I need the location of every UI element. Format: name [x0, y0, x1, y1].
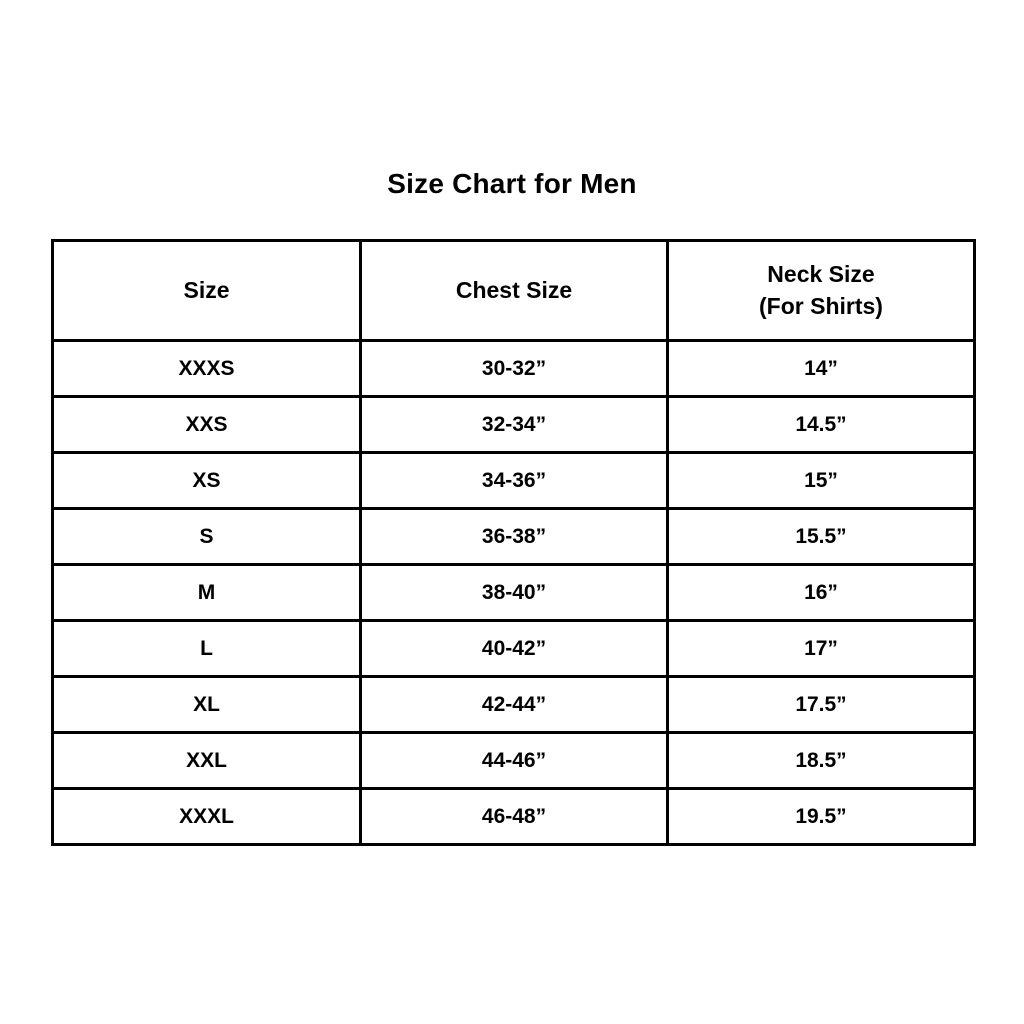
cell-chest-size: 36-38”	[361, 509, 668, 565]
column-header-neck-size-sublabel: (For Shirts)	[759, 292, 883, 319]
table-row	[53, 509, 975, 565]
cell-neck-size: 15”	[668, 453, 975, 509]
cell-neck-size: 18.5”	[668, 733, 975, 789]
size-chart-table	[51, 239, 976, 846]
table-header-row	[53, 241, 975, 341]
column-header-chest-size	[361, 241, 668, 341]
cell-neck-size: 14”	[668, 341, 975, 397]
column-header-neck-size	[668, 241, 975, 341]
cell-size: XL	[53, 677, 361, 733]
cell-neck-size: 14.5”	[668, 397, 975, 453]
cell-chest-size: 32-34”	[361, 397, 668, 453]
size-chart-table-wrapper	[51, 239, 973, 846]
table-row	[53, 341, 975, 397]
cell-chest-size: 38-40”	[361, 565, 668, 621]
table-header	[53, 241, 975, 341]
cell-size: S	[53, 509, 361, 565]
cell-size: XXXL	[53, 789, 361, 845]
cell-neck-size: 16”	[668, 565, 975, 621]
cell-size: L	[53, 621, 361, 677]
cell-size: XXS	[53, 397, 361, 453]
column-header-size	[53, 241, 361, 341]
table-row	[53, 789, 975, 845]
table-row	[53, 733, 975, 789]
cell-size: XXL	[53, 733, 361, 789]
page-title: Size Chart for Men	[387, 168, 637, 199]
cell-chest-size: 46-48”	[361, 789, 668, 845]
cell-neck-size: 15.5”	[668, 509, 975, 565]
cell-chest-size: 34-36”	[361, 453, 668, 509]
cell-size: M	[53, 565, 361, 621]
column-header-neck-size-label: Neck Size	[767, 261, 875, 288]
column-header-chest-size-label: Chest Size	[455, 276, 573, 303]
cell-chest-size: 30-32”	[361, 341, 668, 397]
table-row	[53, 621, 975, 677]
cell-neck-size: 17”	[668, 621, 975, 677]
cell-size: XXXS	[53, 341, 361, 397]
cell-chest-size: 42-44”	[361, 677, 668, 733]
cell-size: XS	[53, 453, 361, 509]
table-row	[53, 677, 975, 733]
cell-chest-size: 40-42”	[361, 621, 668, 677]
cell-neck-size: 19.5”	[668, 789, 975, 845]
cell-chest-size: 44-46”	[361, 733, 668, 789]
table-row	[53, 565, 975, 621]
table-row	[53, 397, 975, 453]
cell-neck-size: 17.5”	[668, 677, 975, 733]
table-body	[53, 341, 975, 845]
column-header-size-label: Size	[183, 276, 230, 303]
table-row	[53, 453, 975, 509]
